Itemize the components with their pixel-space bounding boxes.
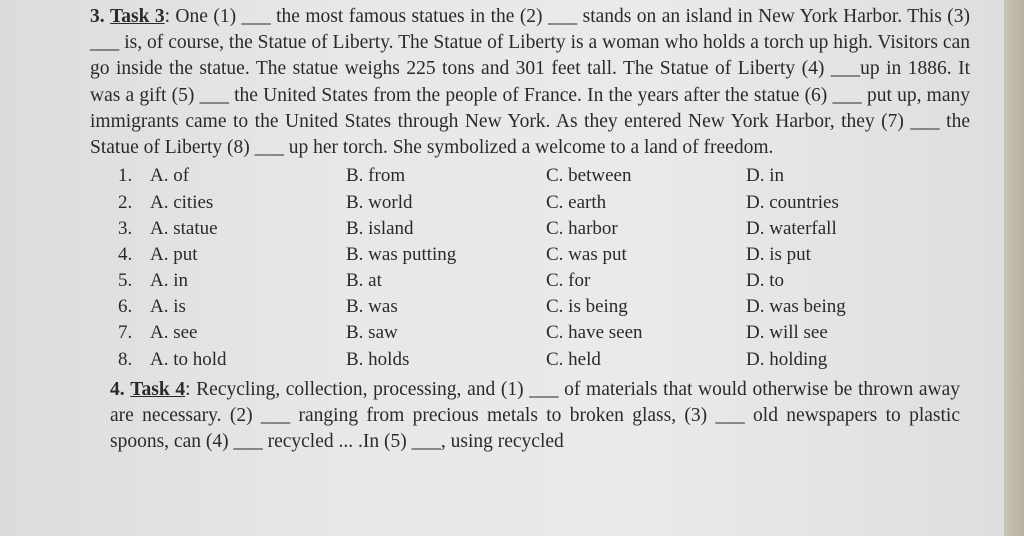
option-row — [90, 347, 970, 373]
task4-text: : Recycling, collection, processing, and (1) ___ of materials that would otherwise be thrown away are necessary. (2) ___ ranging from precious metals to broken glass, (3) ___ old newspapers to plastic spoons, can (4) ___ recycled ... .In (5) ___, using recycled — [110, 378, 961, 453]
option-b: B. island — [346, 217, 414, 239]
option-d: D. holding — [746, 348, 828, 370]
option-c: C. held — [546, 348, 601, 370]
option-b: B. from — [346, 165, 406, 187]
option-number: 2. — [118, 191, 133, 213]
option-number: 1. — [118, 165, 133, 187]
option-a: A. of — [150, 165, 190, 187]
task3-number: 3. — [90, 6, 105, 27]
option-c: C. for — [546, 270, 591, 292]
option-row — [90, 268, 970, 294]
option-d: D. is put — [746, 243, 811, 265]
task3-paragraph — [90, 0, 970, 161]
options-table — [90, 163, 970, 373]
option-b: B. world — [346, 191, 413, 213]
option-row — [90, 216, 970, 242]
option-row — [90, 320, 970, 346]
task4-number: 4. — [110, 378, 125, 400]
worksheet-content — [90, 0, 970, 455]
option-c: C. is being — [546, 296, 628, 318]
option-number: 6. — [118, 296, 133, 318]
option-c: C. earth — [546, 191, 607, 213]
option-number: 5. — [118, 270, 133, 292]
option-a: A. cities — [150, 191, 214, 213]
option-d: D. countries — [746, 191, 839, 213]
option-row — [90, 189, 970, 215]
task4-title: Task 4 — [130, 378, 186, 400]
task4-paragraph — [110, 377, 960, 456]
option-a: A. see — [150, 322, 198, 344]
option-a: A. in — [150, 270, 188, 292]
option-row — [90, 242, 970, 268]
option-b: B. holds — [346, 348, 410, 370]
option-d: D. will see — [746, 322, 828, 344]
option-number: 3. — [118, 217, 133, 239]
option-number: 4. — [118, 243, 133, 265]
option-c: C. have seen — [546, 322, 643, 344]
option-b: B. was putting — [346, 243, 457, 265]
option-a: A. is — [150, 296, 186, 318]
option-b: B. at — [346, 270, 382, 292]
option-a: A. put — [150, 243, 198, 265]
option-number: 8. — [118, 348, 133, 370]
option-a: A. to hold — [150, 348, 227, 370]
option-b: B. was — [346, 296, 398, 318]
option-row — [90, 294, 970, 320]
option-c: C. harbor — [546, 217, 618, 239]
option-d: D. in — [746, 165, 784, 187]
option-d: D. waterfall — [746, 217, 837, 239]
task3-title: Task 3 — [110, 6, 165, 27]
option-d: D. to — [746, 270, 784, 292]
option-c: C. between — [546, 165, 632, 187]
option-d: D. was being — [746, 296, 846, 318]
paper-edge — [1004, 0, 1024, 536]
option-c: C. was put — [546, 243, 627, 265]
option-a: A. statue — [150, 217, 218, 239]
option-row — [90, 163, 970, 189]
option-b: B. saw — [346, 322, 398, 344]
task3-text: : One (1) ___ the most famous statues in the (2) ___ stands on an island in New York Harbor. This (3) ___ is, of course, the Statue of Liberty. The Statue of Liberty is a woman who holds a torch up high. Visitors can go inside the statue. The statue weighs 225 tons and 301 feet tall. The Statue of Liberty (4) ___up in 1886. It was a gift (5) ___ the United States from the people of France. In the years after the statue (6) ___ put up, many immigrants came to the United States through New York. As they entered New York Harbor, they (7) ___ the Statue of Liberty (8) ___ up her torch. She symbolized a welcome to a land of freedom. — [90, 6, 971, 159]
option-number: 7. — [118, 322, 133, 344]
